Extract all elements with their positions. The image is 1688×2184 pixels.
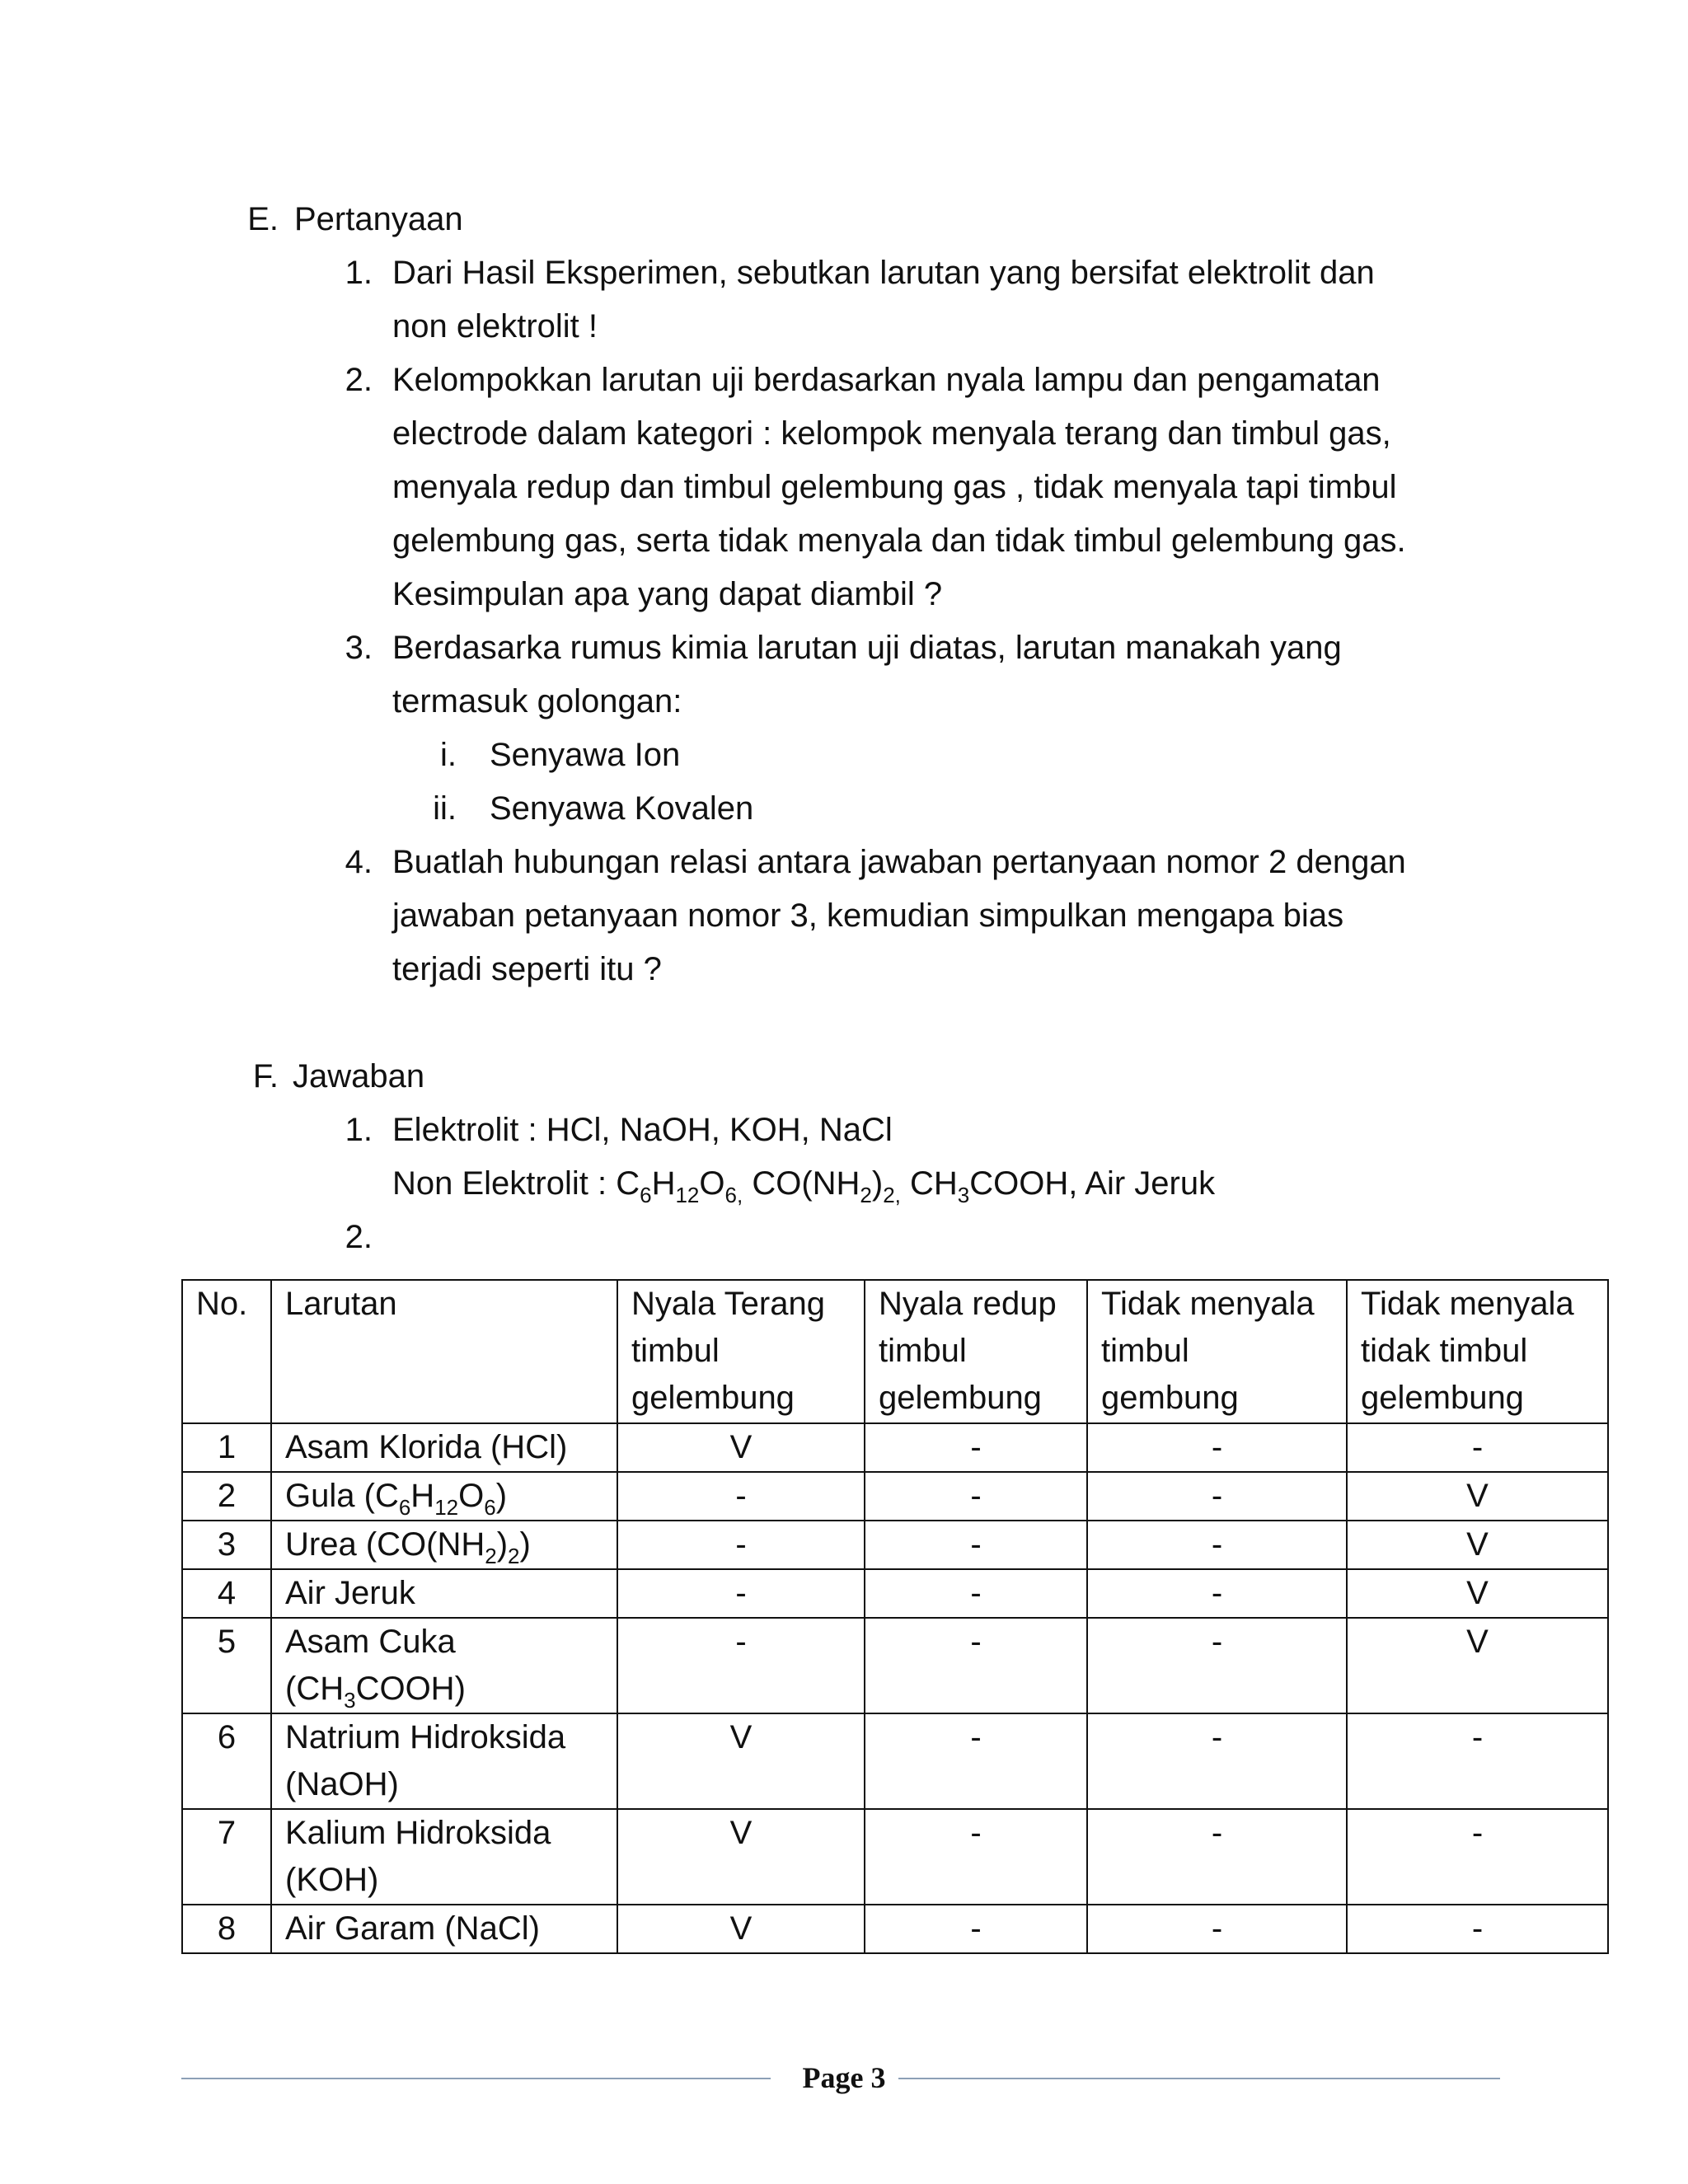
row-value: -	[1087, 1423, 1347, 1472]
header-tidak-menyala-tidak-timbul: Tidak menyala tidak timbul gelembung	[1347, 1280, 1608, 1423]
row-no: 6	[182, 1713, 271, 1809]
question-4-line-2: jawaban petanyaan nomor 3, kemudian simpulkan mengapa bias	[392, 898, 1344, 934]
row-value: -	[1087, 1905, 1347, 1953]
row-no: 2	[182, 1472, 271, 1521]
row-value: V	[1347, 1618, 1608, 1713]
question-3-line-1: Berdasarka rumus kimia larutan uji diatas, larutan manakah yang	[392, 630, 1342, 666]
row-value: -	[1087, 1569, 1347, 1618]
row-larutan: Air Garam (NaCl)	[271, 1905, 617, 1953]
answer-1-electrolytes: Elektrolit : HCl, NaOH, KOH, NaCl	[392, 1112, 893, 1148]
row-no: 4	[182, 1569, 271, 1618]
row-value: V	[617, 1809, 865, 1905]
row-value: V	[1347, 1569, 1608, 1618]
question-4-line-1: Buatlah hubungan relasi antara jawaban pertanyaan nomor 2 dengan	[392, 844, 1406, 880]
row-larutan: Natrium Hidroksida (NaOH)	[271, 1713, 617, 1809]
row-value: -	[1347, 1905, 1608, 1953]
section-f-title: Jawaban	[293, 1058, 425, 1094]
row-no: 3	[182, 1521, 271, 1569]
table-row	[182, 1905, 1608, 1953]
question-2-line-5: Kesimpulan apa yang dapat diambil ?	[392, 576, 943, 612]
subitem-i-text: Senyawa Ion	[490, 737, 681, 773]
answer-1-non-electrolytes: Non Elektrolit : $C_6H_{12}O_{6,}$ $CO(NH_2)_{2,}$ $CH_3COOH$, Air Jeruk	[392, 1165, 1216, 1207]
section-e-title: Pertanyaan	[294, 201, 463, 237]
row-value: -	[1347, 1809, 1608, 1905]
row-value: V	[1347, 1521, 1608, 1569]
header-nyala-redup: Nyala redup timbul gelembung	[865, 1280, 1087, 1423]
question-1-line-1: Dari Hasil Eksperimen, sebutkan larutan yang bersifat elektrolit dan	[392, 255, 1375, 291]
row-value: -	[865, 1423, 1087, 1472]
subitem-i-number: i.	[440, 737, 457, 773]
table-row	[182, 1618, 1608, 1713]
table-row	[182, 1423, 1608, 1472]
row-value: -	[865, 1713, 1087, 1809]
row-value: -	[865, 1569, 1087, 1618]
section-e-marker: E.	[247, 201, 279, 237]
row-value: -	[1087, 1521, 1347, 1569]
row-value: -	[1347, 1713, 1608, 1809]
table-row	[182, 1521, 1608, 1569]
row-value: -	[865, 1521, 1087, 1569]
row-larutan: Gula $(C_6H_{12}O_6)$	[271, 1472, 617, 1521]
question-3-number: 3.	[345, 630, 373, 666]
question-1-number: 1.	[345, 255, 373, 291]
header-nyala-terang: Nyala Terang timbul gelembung	[617, 1280, 865, 1423]
row-value: -	[617, 1569, 865, 1618]
row-value: V	[617, 1423, 865, 1472]
header-tidak-menyala-timbul: Tidak menyala timbul gembung	[1087, 1280, 1347, 1423]
answer-2-number: 2.	[345, 1219, 373, 1255]
row-value: -	[617, 1472, 865, 1521]
row-value: V	[617, 1905, 865, 1953]
row-value: -	[865, 1809, 1087, 1905]
row-no: 7	[182, 1809, 271, 1905]
row-value: -	[1347, 1423, 1608, 1472]
question-2-line-4: gelembung gas, serta tidak menyala dan tidak timbul gelembung gas.	[392, 523, 1406, 559]
table-header-row	[182, 1280, 1608, 1423]
question-2-line-3: menyala redup dan timbul gelembung gas , tidak menyala tapi timbul	[392, 469, 1397, 505]
question-3-line-2: termasuk golongan:	[392, 683, 682, 719]
row-no: 1	[182, 1423, 271, 1472]
row-value: -	[1087, 1472, 1347, 1521]
row-value: V	[1347, 1472, 1608, 1521]
question-2-line-2: electrode dalam kategori : kelompok menyala terang dan timbul gas,	[392, 415, 1391, 452]
question-2-number: 2.	[345, 362, 373, 398]
table-row	[182, 1713, 1608, 1809]
row-value: -	[1087, 1713, 1347, 1809]
row-value: -	[1087, 1809, 1347, 1905]
row-larutan: Asam Cuka $(CH_3COOH)$	[271, 1618, 617, 1713]
header-no: No.	[182, 1280, 271, 1423]
section-f-marker: F.	[252, 1058, 279, 1094]
row-no: 5	[182, 1618, 271, 1713]
table-row	[182, 1472, 1608, 1521]
row-value: -	[1087, 1618, 1347, 1713]
question-2-line-1: Kelompokkan larutan uji berdasarkan nyala lampu dan pengamatan	[392, 362, 1381, 398]
row-value: -	[865, 1618, 1087, 1713]
question-4-number: 4.	[345, 844, 373, 880]
row-larutan: Urea $(CO(NH_2)_2)$	[271, 1521, 617, 1569]
subitem-ii-number: ii.	[433, 790, 457, 827]
row-value: -	[617, 1618, 865, 1713]
page-number: Page 3	[802, 2061, 886, 2094]
question-1-line-2: non elektrolit !	[392, 308, 598, 344]
row-value: -	[617, 1521, 865, 1569]
row-value: -	[865, 1472, 1087, 1521]
answer-1-number: 1.	[345, 1112, 373, 1148]
subitem-ii-text: Senyawa Kovalen	[490, 790, 754, 827]
row-value: V	[617, 1713, 865, 1809]
row-larutan: Kalium Hidroksida (KOH)	[271, 1809, 617, 1905]
row-value: -	[865, 1905, 1087, 1953]
observation-table	[181, 1279, 1609, 1954]
row-larutan: Asam Klorida (HCl)	[271, 1423, 617, 1472]
row-no: 8	[182, 1905, 271, 1953]
question-4-line-3: terjadi seperti itu ?	[392, 951, 662, 987]
table-row	[182, 1809, 1608, 1905]
table-row	[182, 1569, 1608, 1618]
header-larutan: Larutan	[271, 1280, 617, 1423]
row-larutan: Air Jeruk	[271, 1569, 617, 1618]
